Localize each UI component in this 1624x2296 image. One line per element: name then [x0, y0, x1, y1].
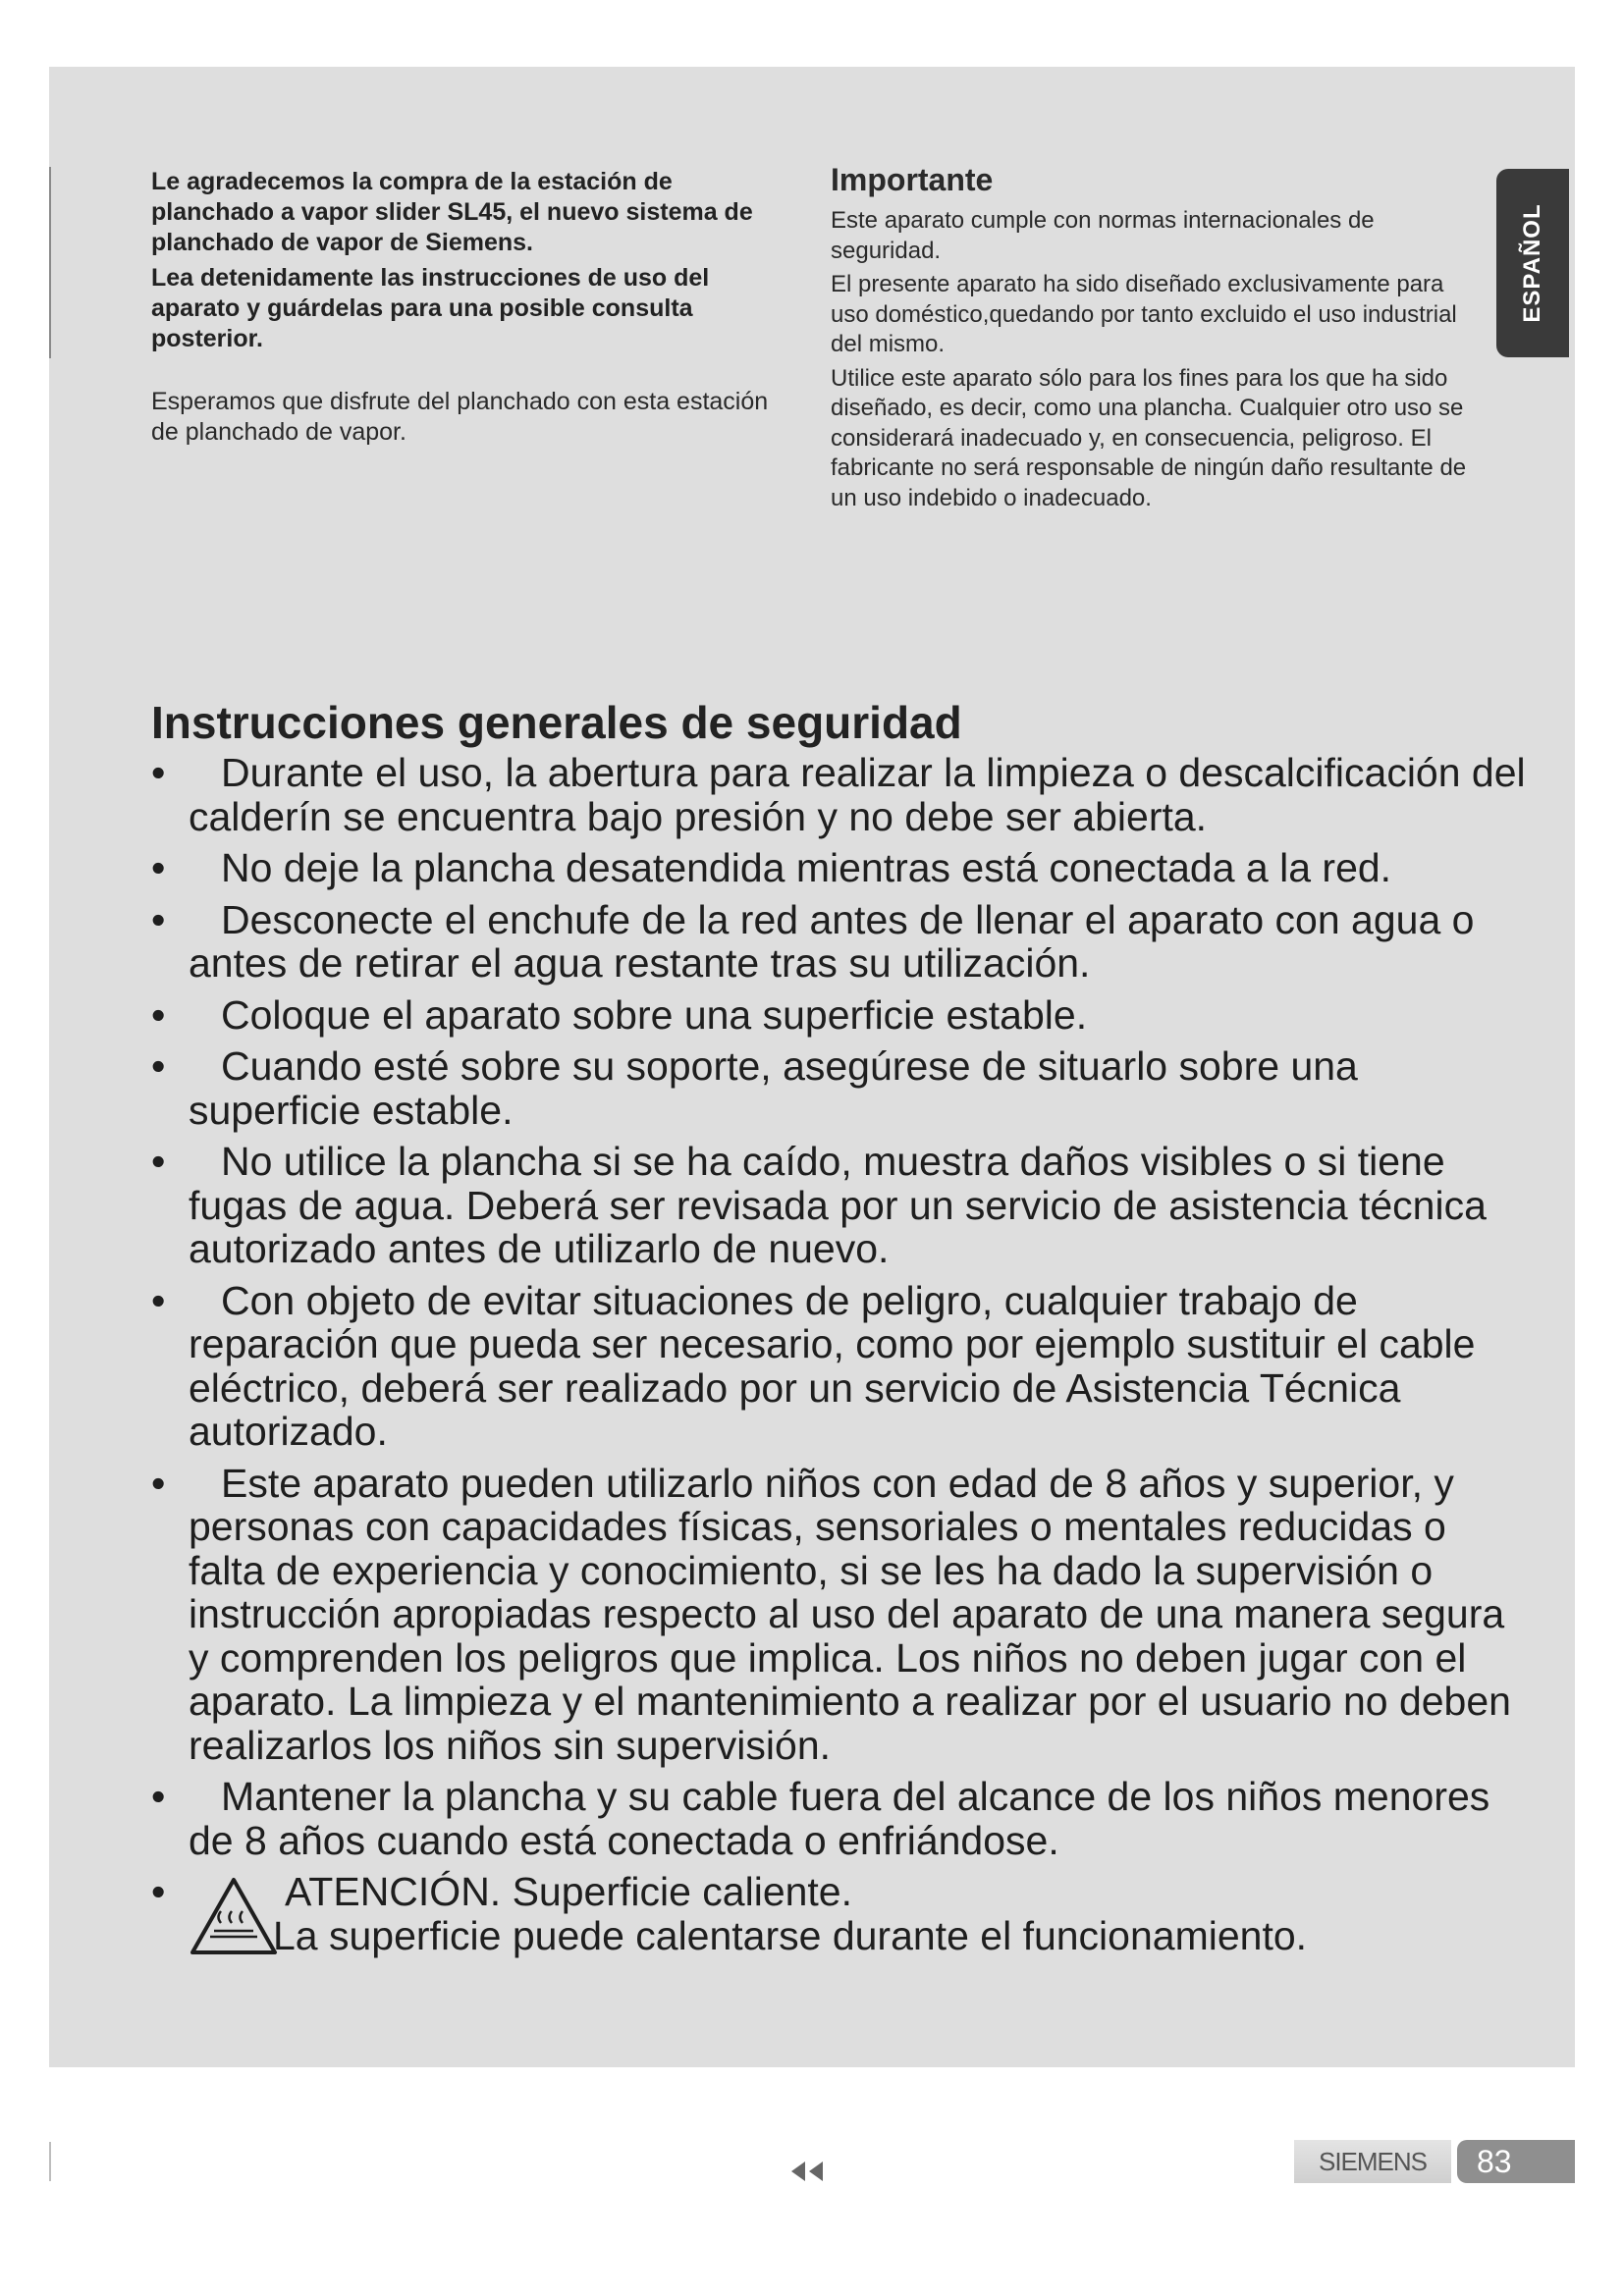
- language-tab-label: ESPAÑOL: [1519, 203, 1545, 323]
- bottom-margin-rule: [49, 2142, 51, 2181]
- page-number: 83: [1457, 2140, 1575, 2183]
- safety-item-text: Mantener la plancha y su cable fuera del alcance de los niños menores de 8 años cuando está conectada o enfriándose.: [189, 1774, 1490, 1863]
- safety-item-text: Durante el uso, la abertura para realizar la limpieza o descalcificación del calderín se encuentra bajo presión y no debe ser abierta.: [189, 750, 1526, 839]
- important-paragraph: Utilice este aparato sólo para los fines para los que ha sido diseñado, es decir, como una plancha. Cualquier otro uso se considerará inadecuado y, en consecuencia, peligroso. El fabricante no será responsable de ningún daño resultante de un uso indebido o inadecuado.: [831, 364, 1467, 511]
- warning-title: • ATENCIÓN. Superficie caliente.: [285, 1869, 853, 1914]
- safety-item-text: No deje la plancha desatendida mientras está conectada a la red.: [221, 845, 1392, 890]
- important-heading: Importante: [831, 162, 994, 197]
- safety-item-text: Este aparato pueden utilizarlo niños con edad de 8 años y superior, y personas con capacidades físicas, sensoriales o mentales reducidas o falta de experiencia y conocimiento, si se les ha dado la supervisión o instrucción apropiadas respecto al uso del aparato de una manera segura y comprenden los peligros que implica. Los niños no deben jugar con el aparato. La limpieza y el mantenimiento a realizar por el usuario no deben realizarlos los niños sin supervisión.: [189, 1460, 1511, 1768]
- safety-item-text: Coloque el aparato sobre una superficie estable.: [221, 991, 1088, 1038]
- safety-item: [151, 1462, 1526, 1768]
- intro-column: [151, 167, 789, 448]
- safety-item-text: Cuando esté sobre su soporte, asegúrese de situarlo sobre una superficie estable.: [189, 1043, 1358, 1133]
- safety-title: Instrucciones generales de seguridad: [151, 697, 962, 748]
- safety-item-text: No utilice la plancha si se ha caído, muestra daños visibles o si tiene fugas de agua. Deberá ser revisada por un servicio de asistencia técnica autorizado antes de utilizarlo de nuevo.: [189, 1139, 1487, 1271]
- safety-item: [151, 1044, 1526, 1132]
- important-paragraph: El presente aparato ha sido diseñado exclusivamente para uso doméstico,quedando por tanto excluido el uso industrial del mismo.: [831, 271, 1457, 357]
- safety-item: [151, 1279, 1526, 1454]
- language-tab: [1496, 169, 1569, 357]
- left-margin-rule: [49, 167, 51, 358]
- previous-page-arrows-icon: [787, 2160, 831, 2183]
- hot-surface-warning: [151, 1870, 1526, 1957]
- safety-item: [151, 993, 1526, 1038]
- safety-item: [151, 1140, 1526, 1271]
- important-paragraph: Este aparato cumple con normas internacionales de seguridad.: [831, 207, 1375, 264]
- safety-list: [151, 751, 1526, 1965]
- important-column: [831, 161, 1479, 517]
- safety-item-text: Desconecte el enchufe de la red antes de llenar el aparato con agua o antes de retirar el agua restante tras su utilización.: [189, 896, 1475, 986]
- safety-item: [151, 1775, 1526, 1862]
- read-instructions-paragraph: Lea detenidamente las instrucciones de uso del aparato y guárdelas para una posible consulta posterior.: [151, 264, 710, 352]
- safety-item: [151, 846, 1526, 890]
- thanks-paragraph: Le agradecemos la compra de la estación de planchado a vapor slider SL45, el nuevo sistema de planchado de vapor de Siemens.: [151, 168, 753, 256]
- footer-brand-bar: [1294, 2140, 1575, 2183]
- warning-text: [273, 1869, 1308, 1958]
- hot-surface-warning-icon: [189, 1876, 279, 1956]
- safety-item-text: Con objeto de evitar situaciones de peligro, cualquier trabajo de reparación que pueda ser necesario, como por ejemplo sustituir el cable eléctrico, deberá ser realizado por un servicio de Asistencia Técnica autorizado.: [189, 1277, 1476, 1454]
- brand-label: SIEMENS: [1294, 2140, 1451, 2183]
- enjoy-paragraph: Esperamos que disfrute del planchado con esta estación de planchado de vapor.: [151, 388, 769, 446]
- safety-item: [151, 898, 1526, 986]
- safety-item: [151, 751, 1526, 838]
- warning-detail: La superficie puede calentarse durante el funcionamiento.: [273, 1912, 1308, 1958]
